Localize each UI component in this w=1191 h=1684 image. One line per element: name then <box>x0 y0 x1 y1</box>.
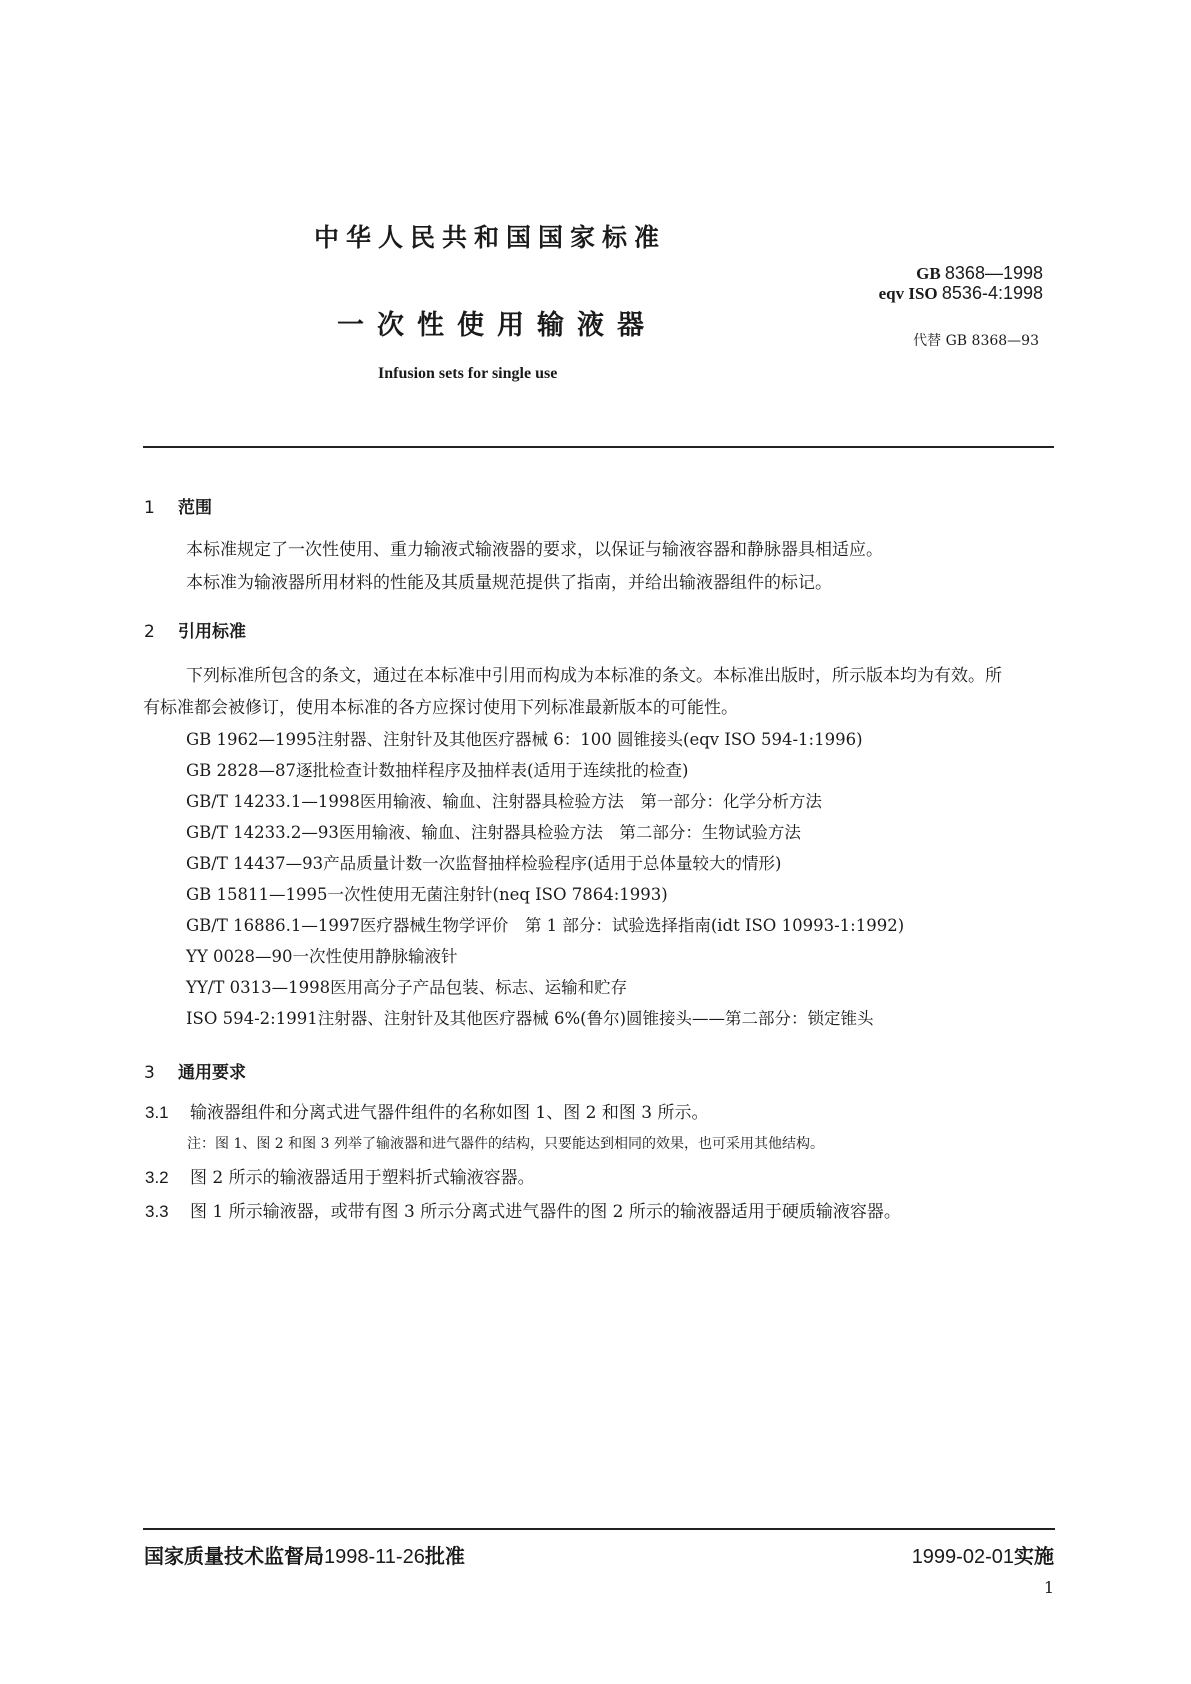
approval-authority: 国家质量技术监督局 <box>144 1544 324 1568</box>
scope-paragraph: 本标准规定了一次性使用、重力输液式输液器的要求，以保证与输液容器和静脉器具相适应。 <box>186 540 883 560</box>
section-number: 3 <box>144 1063 155 1083</box>
clause-text: 图 1 所示输液器，或带有图 3 所示分离式进气器件的图 2 所示的输液器适用于硬质输液容器。 <box>190 1202 901 1222</box>
reference-code: GB/T 16886.1—1997 <box>186 916 360 935</box>
section-title: 范围 <box>178 498 212 518</box>
reference-title: 医用高分子产品包装、标志、运输和贮存 <box>330 978 628 997</box>
approval-suffix: 批准 <box>424 1544 465 1568</box>
clause-3-1 <box>145 1098 708 1123</box>
approval-line <box>144 1540 465 1569</box>
reference-code: GB 2828—87 <box>186 761 297 780</box>
standard-number-value: 8368—1998 <box>944 263 1043 283</box>
reference-item <box>186 726 863 750</box>
reference-code: GB 15811—1995 <box>186 885 328 904</box>
reference-code: GB/T 14233.1—1998 <box>186 792 360 811</box>
clause-number: 3.1 <box>145 1103 169 1122</box>
section-2-heading <box>144 617 246 642</box>
reference-code: YY/T 0313—1998 <box>186 978 331 997</box>
standard-number <box>916 263 1043 284</box>
reference-item <box>186 1005 874 1029</box>
clause-3-2 <box>145 1163 535 1188</box>
clause-text: 图 2 所示的输液器适用于塑料折式输液容器。 <box>190 1168 535 1188</box>
equivalent-prefix: eqv ISO <box>878 284 938 303</box>
reference-title: 注射器、注射针及其他医疗器械 6%(鲁尔)圆锥接头——第二部分：锁定锥头 <box>317 1009 874 1028</box>
reference-item <box>186 912 904 936</box>
reference-item <box>186 974 627 998</box>
reference-title: 逐批检查计数抽样程序及抽样表(适用于连续批的检查) <box>296 761 689 780</box>
reference-title: 一次性使用静脉输液针 <box>292 947 458 966</box>
page-number: 1 <box>1043 1578 1054 1597</box>
english-title: Infusion sets for single use <box>378 365 558 382</box>
equivalent-number-value: 8536-4:1998 <box>941 283 1043 303</box>
effective-suffix: 实施 <box>1014 1544 1054 1568</box>
reference-title: 医用输液、输血、注射器具检验方法 第一部分：化学分析方法 <box>359 792 822 811</box>
references-intro: 下列标准所包含的条文，通过在本标准中引用而构成为本标准的条文。本标准出版时，所示版本均为有效。所有标准都会被修订，使用本标准的各方应探讨使用下列标准最新版本的可能性。 <box>143 666 1002 718</box>
footer-divider <box>143 1528 1055 1530</box>
approval-date: 1998-11-26 <box>324 1546 425 1568</box>
effective-date: 1999-02-01 <box>911 1546 1014 1568</box>
section-title: 通用要求 <box>178 1063 246 1083</box>
header-divider <box>143 446 1054 448</box>
reference-title: 注射器、注射针及其他医疗器械 6：100 圆锥接头(eqv ISO 594-1:1996) <box>317 730 863 749</box>
reference-code: GB 1962—1995 <box>186 730 318 749</box>
reference-code: YY 0028—90 <box>186 947 293 966</box>
note: 注：图 1、图 2 和图 3 列举了输液器和进气器件的结构，只要能达到相同的效果，也可采用其他结构。 <box>187 1136 824 1152</box>
reference-item <box>186 850 781 874</box>
section-number: 2 <box>144 622 155 642</box>
clause-text: 输液器组件和分离式进气器件组件的名称如图 1、图 2 和图 3 所示。 <box>190 1103 709 1123</box>
reference-code: ISO 594-2:1991 <box>186 1009 318 1028</box>
reference-title: 一次性使用无菌注射针(neq ISO 7864:1993) <box>327 885 668 904</box>
reference-title: 医疗器械生物学评价 第 1 部分：试验选择指南(idt ISO 10993-1:1992) <box>359 916 905 935</box>
reference-item <box>186 757 688 781</box>
reference-title: 产品质量计数一次监督抽样检验程序(适用于总体量较大的情形) <box>323 854 782 873</box>
section-number: 1 <box>144 498 155 518</box>
clause-number: 3.2 <box>145 1168 169 1187</box>
national-standard-heading: 中华人民共和国国家标准 <box>314 223 667 252</box>
reference-code: GB/T 14437—93 <box>186 854 324 873</box>
section-1-heading <box>144 493 212 518</box>
equivalent-standard <box>879 283 1043 304</box>
reference-title: 医用输液、输血、注射器具检验方法 第二部分：生物试验方法 <box>338 823 801 842</box>
reference-code: GB/T 14233.2—93 <box>186 823 339 842</box>
reference-item <box>186 943 458 967</box>
reference-item <box>186 881 668 905</box>
replaces-standard: 代替 GB 8368—93 <box>913 333 1039 349</box>
effective-line <box>912 1540 1054 1569</box>
document-title: 一次性使用输液器 <box>337 310 657 341</box>
standard-prefix: GB <box>916 264 941 283</box>
scope-paragraph: 本标准为输液器所用材料的性能及其质量规范提供了指南，并给出输液器组件的标记。 <box>186 573 832 593</box>
clause-number: 3.3 <box>145 1202 169 1221</box>
section-title: 引用标准 <box>178 622 246 642</box>
clause-3-3 <box>145 1197 901 1222</box>
reference-item <box>186 819 801 843</box>
section-3-heading <box>144 1058 246 1083</box>
reference-item <box>186 788 822 812</box>
